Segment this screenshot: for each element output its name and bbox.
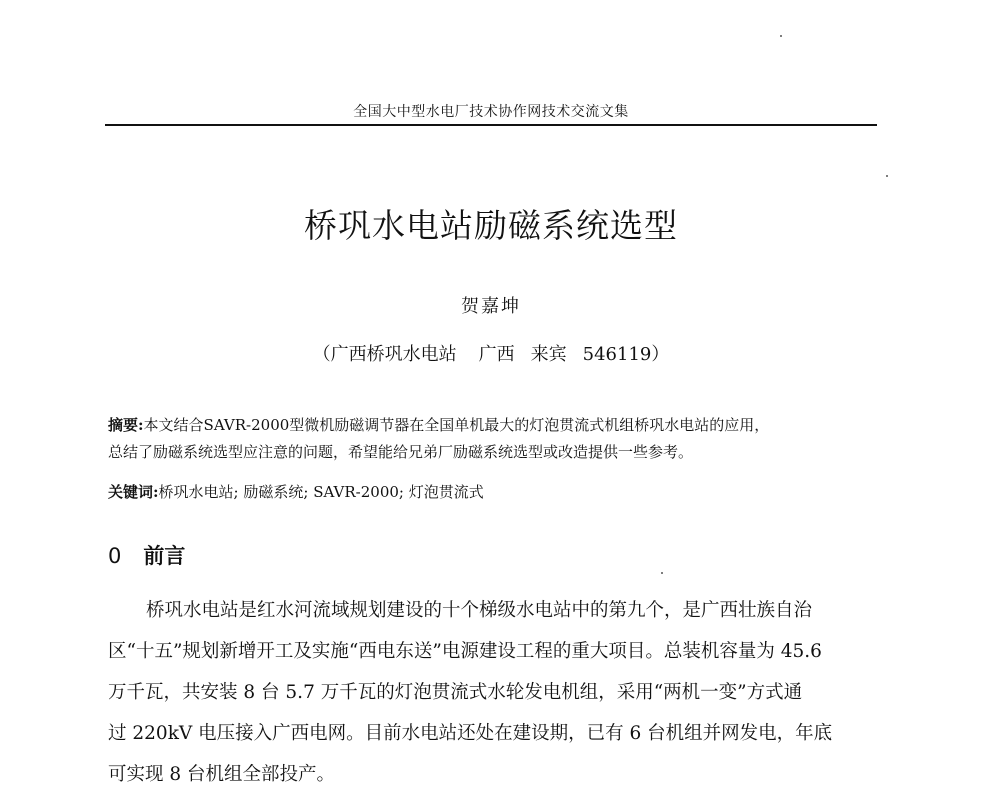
affiliation-open-paren: （ [312,344,331,365]
header-rule [105,124,877,126]
body-line-4: 过 220kV 电压接入广西电网。目前水电站还处在建设期，已有 6 台机组并网发电，年底 [108,723,833,744]
affiliation-city: 来宾 [530,344,567,365]
affiliation-org: 广西桥巩水电站 [330,344,457,365]
section-title: 前言 [143,544,186,568]
body-line-3: 万千瓦，共安装 8 台 5.7 万千瓦的灯泡贯流式水轮发电机组，采用“两机一变”方式通 [108,682,803,703]
abstract-line-2: 总结了励磁系统选型应注意的问题，希望能给兄弟厂励磁系统选型或改造提供一些参考。 [108,443,694,461]
body-line-5: 可实现 8 台机组全部投产。 [108,764,336,785]
author-affiliation [105,340,877,366]
affiliation-province: 广西 [478,344,515,365]
body-paragraph [108,590,883,795]
scan-speck [886,175,888,177]
keywords [108,482,883,502]
scan-speck [661,572,663,574]
author-name: 贺嘉坤 [461,296,521,317]
scan-speck [780,35,782,37]
affiliation-postcode: 546119 [582,344,652,365]
abstract-line-1: 本文结合SAVR-2000型微机励磁调节器在全国单机最大的灯泡贯流式机组桥巩水电站的应用， [143,416,770,434]
abstract-label: 摘要: [108,416,144,434]
body-line-2: 区“十五”规划新增开工及实施“西电东送”电源建设工程的重大项目。总装机容量为 45.6 [108,641,822,662]
keywords-text: 桥巩水电站; 励磁系统; SAVR-2000; 灯泡贯流式 [158,483,484,501]
affiliation-close-paren: ） [651,344,670,365]
body-line-1: 桥巩水电站是红水河流域规划建设的十个梯级水电站中的第九个，是广西壮族自治 [146,600,813,621]
section-heading [108,540,185,570]
running-header: 全国大中型水电厂技术协作网技术交流文集 [353,104,629,120]
keywords-label: 关键词: [108,483,159,501]
paper-title: 桥巩水电站励磁系统选型 [304,206,678,245]
section-number: 0 [108,544,122,568]
abstract [108,412,883,466]
